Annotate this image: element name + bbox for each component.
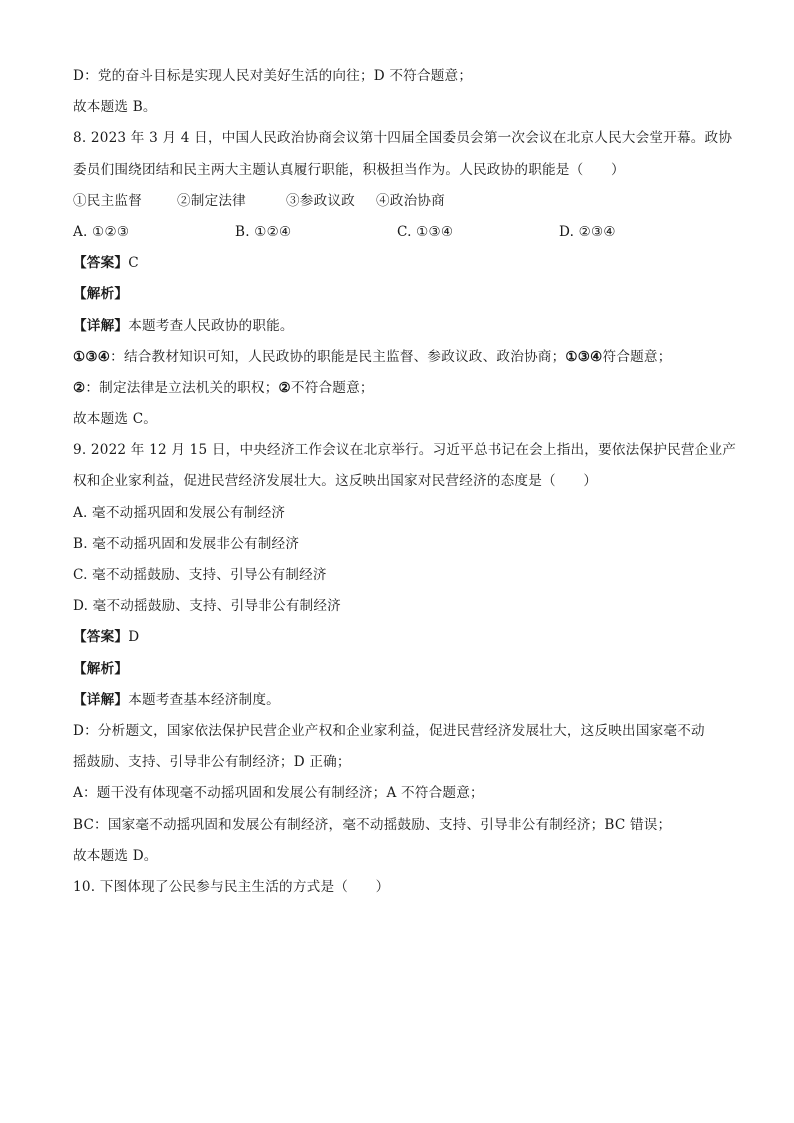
q8-stem-line1: 8. 2023 年 3 月 4 日，中国人民政治协商会议第十四届全国委员会第一次会议在北京人民大会堂开幕。政协 [73,130,733,147]
q8-option-a: A. ①②③ [73,223,130,240]
q8-analysis2-verdict: 不符合题意； [290,379,374,396]
q8-analysis-line1 [73,342,733,373]
q8-options [73,217,733,248]
q8-option-d: D. ②③④ [559,223,616,240]
q8-analysis2-text: ：制定法律是立法机关的职权； [85,379,279,396]
q8-answer-label: 【答案】 [73,255,129,272]
q8-choices [73,186,733,217]
q9-detail [73,685,733,716]
q8-analysis-line2 [73,373,733,404]
q9-analysis-line4: BC：国家毫不动摇巩固和发展公有制经济，毫不动摇鼓励、支持、引导非公有制经济；BC 错误； [73,816,672,833]
q8-choice-1: ①民主监督 [73,192,142,209]
q9-answer [73,622,733,653]
q9-option-a: A. 毫不动摇巩固和发展公有制经济 [73,504,286,521]
q9-analysis-label: 【解析】 [73,660,129,677]
q9-answer-label: 【答案】 [73,629,129,646]
q10-stem: 10. 下图体现了公民参与民主生活的方式是（ ） [73,878,390,895]
q9-option-b: B. 毫不动摇巩固和发展非公有制经济 [73,535,300,552]
q9-detail-text: 本题考查基本经济制度。 [128,691,280,708]
q8-analysis-key: ①③④ [73,348,111,365]
q8-analysis-text: ：结合教材知识可知，人民政协的职能是民主监督、参政议政、政治协商； [110,348,566,365]
q8-analysis2-key: ② [73,379,86,396]
q9-stem-line2: 权和企业家利益，促进民营经济发展壮大。这反映出国家对民营经济的态度是（ ） [73,473,598,490]
q8-analysis-verdict: 符合题意； [602,348,672,365]
q9-option-d: D. 毫不动摇鼓励、支持、引导非公有制经济 [73,598,341,615]
q8-choice-2: ②制定法律 [177,192,246,209]
q8-answer-value: C [128,255,139,272]
q8-stem-line2: 委员们围绕团结和民主两大主题认真履行职能，积极担当作为。人民政协的职能是（ ） [73,161,625,178]
q9-analysis-line1: D：分析题文，国家依法保护民营企业产权和企业家利益，促进民营经济发展壮大，这反映出国家毫不动 [73,722,705,739]
q8-conclusion: 故本题选 C。 [73,411,158,428]
q8-analysis2-key-repeat: ② [278,379,291,396]
q8-choice-4: ④政治协商 [376,192,445,209]
q8-choice-3: ③参政议政 [286,192,355,209]
q7-conclusion: 故本题选 B。 [73,99,157,116]
q8-analysis-key-repeat: ①③④ [565,348,603,365]
q9-answer-value: D [128,629,140,646]
q9-option-c: C. 毫不动摇鼓励、支持、引导公有制经济 [73,567,327,583]
document-page [73,61,737,903]
q9-conclusion: 故本题选 D。 [73,847,158,864]
q8-detail [73,311,733,342]
q9-stem-line1: 9. 2022 年 12 月 15 日，中央经济工作会议在北京举行。习近平总书记在会上指出，要依法保护民营企业产 [73,442,737,459]
q8-detail-text: 本题考查人民政协的职能。 [128,317,294,334]
q8-analysis-label: 【解析】 [73,286,129,303]
q9-analysis-line2: 摇鼓励、支持、引导非公有制经济；D 正确； [73,754,351,771]
q8-detail-label: 【详解】 [73,317,129,334]
q9-analysis-line3: A：题干没有体现毫不动摇巩固和发展公有制经济；A 不符合题意； [73,785,484,802]
q8-analysis-heading [73,279,733,310]
q7-analysis-line: D：党的奋斗目标是实现人民对美好生活的向往；D 不符合题意； [73,68,473,84]
q9-detail-label: 【详解】 [73,691,129,708]
q8-option-c: C. ①③④ [397,223,454,240]
q8-answer [73,248,733,279]
q8-option-b: B. ①②④ [235,223,292,240]
q9-analysis-heading [73,654,733,685]
